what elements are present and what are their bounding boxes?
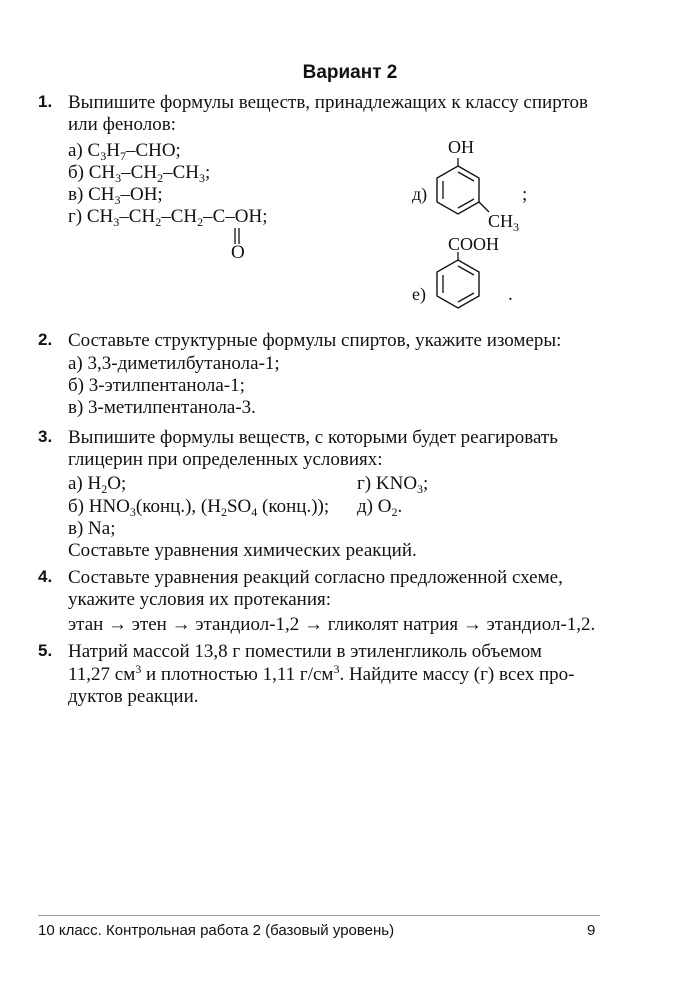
question-1-number: 1.: [38, 92, 53, 111]
q3-option-a: а) $H_2O$;: [68, 473, 127, 496]
d-methyl-subscript: 3: [513, 220, 520, 234]
q1-option-d-end: ;: [522, 184, 528, 205]
question-4-text-line-1: Составьте уравнения реакций согласно предложенной схеме,: [68, 567, 563, 588]
q1-option-d-label: д): [412, 184, 428, 204]
footer-divider: [38, 915, 600, 916]
carbonyl-oxygen: O: [231, 242, 245, 263]
question-3-text-line-2: глицерин при определенных условиях:: [68, 449, 383, 470]
q3-option-d: д) $O_2$.: [357, 496, 403, 519]
question-5-text-line-2: 11,27 $см^3$ и плотностью 1,11 $г/см^3$. Найдите массу (г) всех про-: [68, 662, 575, 685]
q4-reaction-scheme: этан → этен → этандиол-1,2 → гликолят натрия → этандиол-1,2.: [68, 614, 596, 635]
question-2-number: 2.: [38, 330, 53, 349]
question-3-number: 3.: [38, 427, 53, 446]
q3-option-g: г) $KNO_3$;: [357, 473, 429, 496]
question-4-text-line-2: укажите условия их протекания:: [68, 589, 332, 610]
footer-title: 10 класс. Контрольная работа 2 (базовый уровень): [38, 922, 395, 939]
q3-option-b: б) $HNO_3(конц.)$, ($H_2SO_4$ (конц.));: [68, 496, 330, 519]
page-number: 9: [587, 922, 596, 939]
q2-option-b: б) 3-этилпентанола-1;: [68, 375, 245, 396]
q1-option-e-label: е): [412, 284, 426, 304]
q3-instruction: Составьте уравнения химических реакций.: [68, 540, 417, 561]
question-5-number: 5.: [38, 641, 53, 660]
q1-option-b: б) $CH_3-CH_2-CH_3$;: [68, 162, 211, 185]
q1-option-g: г) $CH_3-CH_2-CH_2-C-OH$;: [68, 206, 268, 229]
d-hydroxyl-group: OH: [448, 137, 474, 157]
q1-option-a-label: а): [68, 140, 83, 161]
q1-option-v: в) $CH_3-OH$;: [68, 184, 163, 207]
d-methyl-group: [488, 210, 519, 232]
question-1-text-line-1: Выпишите формулы веществ, принадлежащих к классу спиртов: [68, 92, 588, 113]
question-5-text-line-3: дуктов реакции.: [68, 686, 199, 707]
q1-option-v-label: в): [68, 184, 84, 205]
q1-option-a: а) $C_3H_7$–CHO;: [68, 140, 181, 163]
d-methyl-ch: CH: [488, 211, 514, 231]
q2-option-a: а) 3,3-диметилбутанола-1;: [68, 353, 280, 374]
question-5-text-line-1: Натрий массой 13,8 г поместили в этиленгликоль объемом: [68, 641, 542, 662]
e-carboxyl-group: COOH: [448, 234, 500, 254]
question-4-number: 4.: [38, 567, 53, 586]
q1-option-g-label: г): [68, 206, 83, 227]
q1-option-e-end: .: [508, 284, 513, 305]
variant-title: Вариант 2: [302, 62, 398, 83]
benzene-ring-e-structure: [425, 252, 495, 314]
question-2-text: Составьте структурные формулы спиртов, укажите изомеры:: [68, 330, 562, 351]
question-3-text-line-1: Выпишите формулы веществ, с которыми будет реагировать: [68, 427, 558, 448]
q2-option-v: в) 3-метилпентанола-3.: [68, 397, 256, 418]
question-1-text-line-2: или фенолов:: [68, 114, 176, 135]
q3-option-v: в) Na;: [68, 518, 116, 539]
q1-option-b-label: б): [68, 162, 84, 183]
